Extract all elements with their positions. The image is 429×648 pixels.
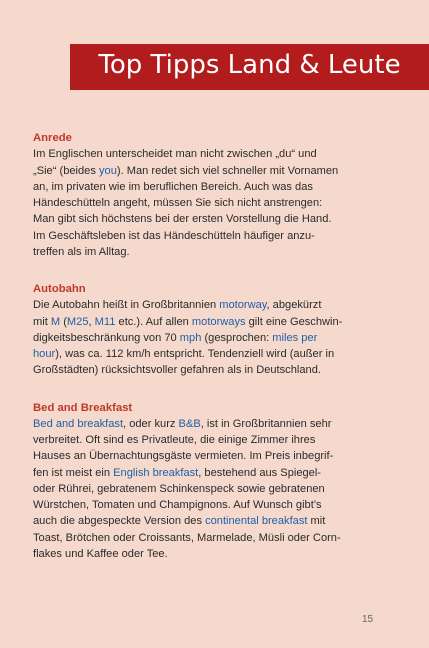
text-line bbox=[33, 346, 395, 362]
page-title: Top Tipps Land & Leute bbox=[98, 50, 401, 80]
keyword: miles per bbox=[272, 331, 318, 344]
title-banner bbox=[70, 44, 429, 90]
text-segment: Im Geschäftsleben ist das Händeschütteln häufiger anzu- bbox=[33, 229, 315, 242]
text-segment: etc.). Auf allen bbox=[115, 315, 192, 328]
text-line bbox=[33, 448, 395, 464]
section-bed-and-breakfast bbox=[33, 400, 395, 563]
section-anrede bbox=[33, 130, 395, 260]
text-segment: ), was ca. 112 km/h entspricht. Tendenziell wird (außer in bbox=[55, 348, 335, 360]
text-line bbox=[33, 244, 395, 260]
keyword: M25 bbox=[66, 315, 89, 328]
text-segment: fen ist meist ein bbox=[33, 466, 114, 479]
text-line bbox=[33, 314, 395, 330]
text-line bbox=[33, 362, 395, 378]
text-segment: (gesprochen: bbox=[201, 331, 273, 344]
text-segment: oder Rührei, gebratenem Schinkenspeck sowie gebratenen bbox=[33, 482, 325, 495]
section-autobahn bbox=[33, 281, 395, 379]
text-line bbox=[33, 432, 395, 448]
text-segment: an, im privaten wie im beruflichen Bereich. Auch was das bbox=[33, 180, 313, 193]
section-heading: Anrede bbox=[33, 132, 72, 144]
text-line bbox=[33, 163, 395, 179]
text-segment: gilt eine Geschwin- bbox=[245, 315, 343, 328]
text-line bbox=[33, 179, 395, 195]
text-segment: Die Autobahn heißt in Großbritannien bbox=[33, 299, 220, 312]
keyword: motorways bbox=[191, 315, 246, 328]
text-line bbox=[33, 497, 395, 513]
keyword: you bbox=[98, 164, 117, 177]
text-segment: Man gibt sich höchstens bei der ersten Vorstellung die Hand. bbox=[33, 213, 332, 226]
keyword: continental breakfast bbox=[205, 515, 308, 528]
keyword: hour bbox=[33, 348, 56, 360]
section-heading: Bed and Breakfast bbox=[33, 401, 133, 414]
text-segment: Toast, Brötchen oder Croissants, Marmelade, Müsli oder Corn- bbox=[33, 531, 341, 544]
text-line bbox=[33, 146, 395, 162]
text-segment: Hauses an Übernachtungsgäste vermieten. Im Preis inbegrif- bbox=[33, 450, 334, 463]
text-segment: , bestehend aus Spiegel- bbox=[198, 466, 322, 479]
text-segment: Großstädten) rücksichtsvoller gefahren als in Deutschland. bbox=[33, 364, 321, 377]
text-segment: digkeitsbeschränkung von 70 bbox=[33, 331, 180, 344]
text-segment: ). Man redet sich viel schneller mit Vornamen bbox=[116, 164, 339, 177]
section-heading: Autobahn bbox=[33, 283, 86, 295]
text-segment: treffen als im Alltag. bbox=[33, 245, 130, 258]
text-segment: verbreitet. Oft sind es Privatleute, die einige Zimmer ihres bbox=[33, 434, 316, 446]
text-line bbox=[33, 195, 395, 211]
text-line bbox=[33, 481, 395, 497]
text-line bbox=[33, 513, 395, 529]
text-segment: auch die abgespeckte Version des bbox=[33, 515, 206, 528]
keyword: Bed and breakfast bbox=[33, 417, 124, 430]
text-line bbox=[33, 546, 395, 562]
text-line bbox=[33, 416, 395, 432]
text-line bbox=[33, 465, 395, 481]
text-line bbox=[33, 330, 395, 346]
text-segment: Händeschütteln angeht, müssen Sie sich nicht anstrengen: bbox=[33, 197, 323, 209]
keyword: mph bbox=[179, 331, 202, 344]
main-content bbox=[33, 130, 395, 583]
text-line bbox=[33, 297, 395, 313]
text-line bbox=[33, 530, 395, 546]
text-segment: , ist in Großbritannien sehr bbox=[200, 417, 332, 430]
text-segment: mit bbox=[307, 515, 326, 528]
text-segment: mit bbox=[33, 315, 51, 328]
text-segment: , oder kurz bbox=[123, 417, 179, 430]
text-segment: Würstchen, Tomaten und Champignons. Auf Wunsch gibt’s bbox=[33, 499, 322, 511]
keyword: motorway bbox=[219, 299, 267, 312]
text-line bbox=[33, 228, 395, 244]
keyword: English breakfast bbox=[113, 466, 199, 479]
text-segment: flakes und Kaffee oder Tee. bbox=[33, 547, 168, 560]
text-segment: „Sie“ (beides bbox=[33, 164, 99, 177]
keyword: M bbox=[50, 315, 61, 328]
text-segment: ( bbox=[60, 315, 67, 328]
text-segment: Im Englischen unterscheidet man nicht zwischen „du“ und bbox=[33, 148, 317, 161]
page-number: 15 bbox=[362, 614, 374, 625]
text-line bbox=[33, 211, 395, 227]
keyword: M11 bbox=[94, 315, 116, 328]
text-segment: , bbox=[88, 315, 95, 328]
text-segment: , abgekürzt bbox=[266, 299, 322, 312]
keyword: B&B bbox=[178, 417, 201, 430]
